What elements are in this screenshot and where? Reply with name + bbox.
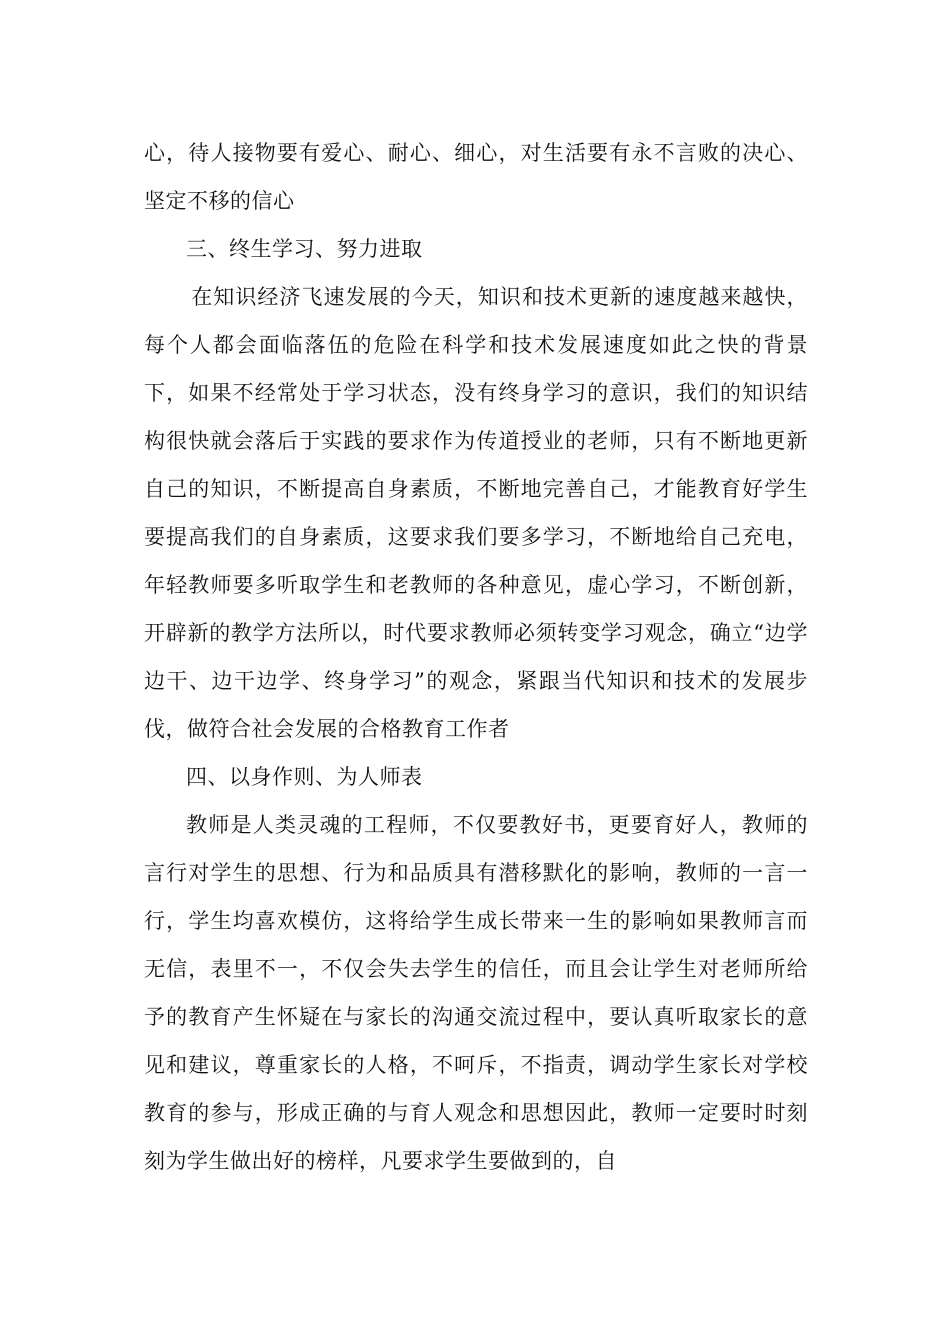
section-heading-3: 三、终生学习、努力进取 bbox=[186, 237, 423, 261]
paragraph-lifelong-learning: 在知识经济飞速发展的今天，知识和技术更新的速度越来越快，每个人都会面临落伍的危险在科学和技术发展速度如此之快的背景下，如果不经常处于学习状态，没有终身学习的意识，我们的知识结构很快就会落后于实践的要求作为传道授业的老师，只有不断地更新自己的知识，不断提高自身素质，不断地完善自己，才能教育好学生要提高我们的自身素质，这要求我们要多学习，不断地给自己充电，年轻教师要多听取学生和老教师的各种意见，虚心学习，不断创新，开辟新的教学方法所以，时代要求教师必须转变学习观念，确立“边学边干、边干边学、终身学习”的观念，紧跟当代知识和技术的发展步伐，做符合社会发展的合格教育工作者 bbox=[144, 285, 808, 741]
paragraph-continuation: 心，待人接物要有爱心、耐心、细心，对生活要有永不言败的决心、坚定不移的信心 bbox=[144, 141, 808, 213]
paragraph-role-model: 教师是人类灵魂的工程师，不仅要教好书，更要育好人，教师的言行对学生的思想、行为和品质具有潜移默化的影响，教师的一言一行，学生均喜欢模仿，这将给学生成长带来一生的影响如果教师言而无信，表里不一，不仅会失去学生的信任，而且会让学生对老师所给予的教育产生怀疑在与家长的沟通交流过程中，要认真听取家长的意见和建议，尊重家长的人格，不呵斥，不指责，调动学生家长对学校教育的参与，形成正确的与育人观念和思想因此，教师一定要时时刻刻为学生做出好的榜样，凡要求学生要做到的，自 bbox=[144, 813, 808, 1173]
document-body bbox=[144, 129, 808, 1185]
section-heading-4: 四、以身作则、为人师表 bbox=[186, 765, 423, 789]
